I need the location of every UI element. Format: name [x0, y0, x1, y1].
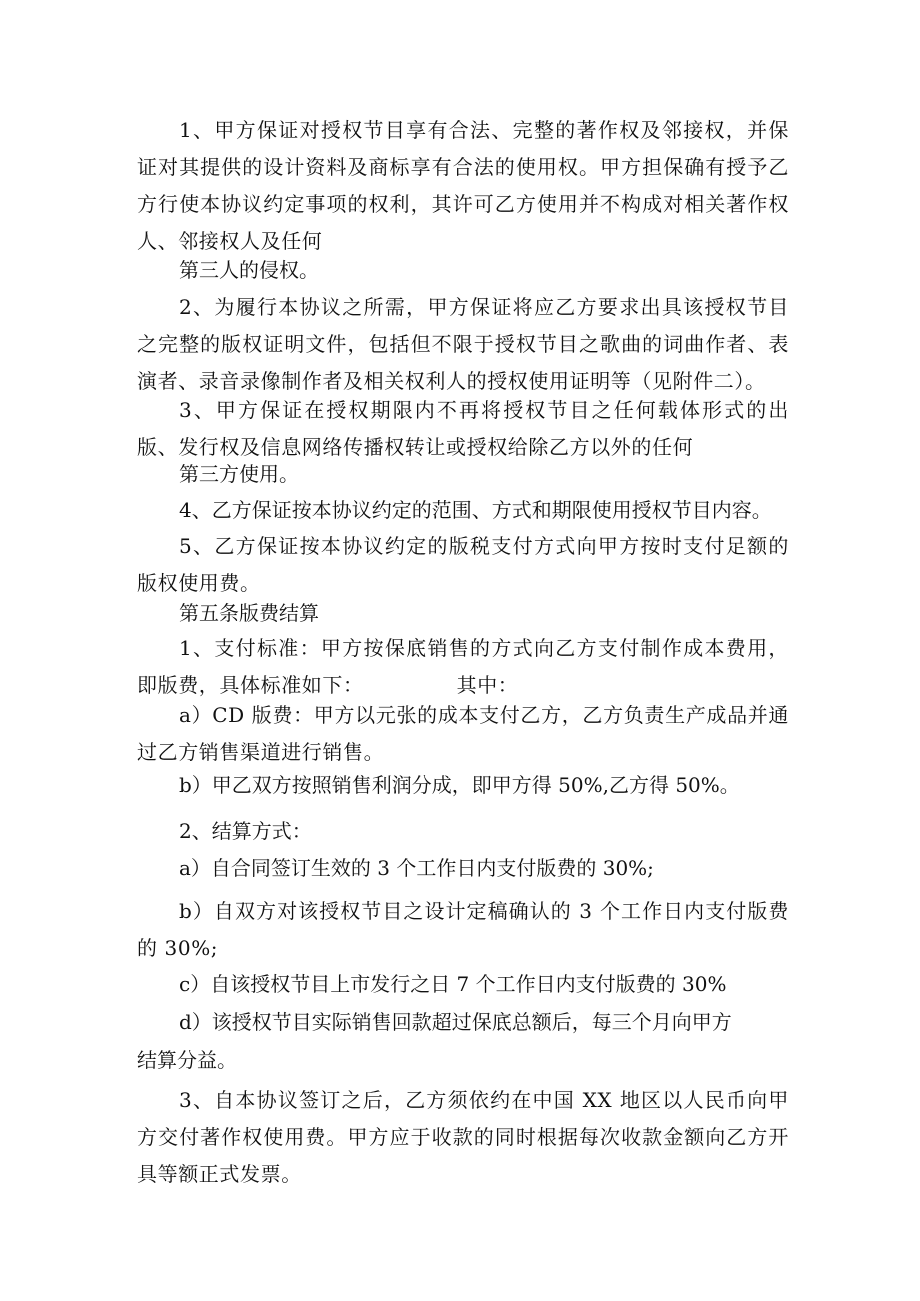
paragraph-usage-scope: 4、乙方保证按本协议约定的范围、方式和期限使用授权节目内容。 — [179, 498, 772, 522]
paragraph-no-transfer: 3、甲方保证在授权期限内不再将授权节目之任何载体形式的出版、发行权及信息网络传播权转让或授权给除乙方以外的任何 — [137, 398, 789, 459]
section-heading-article-five: 第五条版费结算 — [179, 601, 319, 625]
paragraph-settlement-a: a）自合同签订生效的 3 个工作日内支付版费的 30%; — [179, 856, 654, 880]
paragraph-settlement-b: b）自双方对该授权节目之设计定稿确认的 3 个工作日内支付版费的 30%; — [137, 899, 789, 960]
paragraph-settlement-c: c）自该授权节目上市发行之日 7 个工作日内支付版费的 30% — [179, 972, 727, 996]
paragraph-settlement-d: d）该授权节目实际销售回款超过保底总额后，每三个月向甲方 — [179, 1010, 732, 1034]
paragraph-settlement-d-continued: 结算分益。 — [137, 1048, 237, 1072]
paragraph-third-party-use: 第三方使用。 — [179, 462, 299, 486]
paragraph-currency-invoice: 3、自本协议签订之后，乙方须依约在中国 XX 地区以人民币向甲方交付著作权使用费。甲方应于收款的同时根据每次收款金额向乙方开具等额正式发票。 — [137, 1088, 789, 1186]
paragraph-settlement-method: 2、结算方式： — [179, 819, 312, 843]
paragraph-profit-split: b）甲乙双方按照销售利润分成，即甲方得 50%,乙方得 50%。 — [179, 773, 740, 797]
paragraph-third-party-infringement: 第三人的侵权。 — [179, 258, 319, 282]
paragraph-payment-standard: 1、支付标准：甲方按保底销售的方式向乙方支付制作成本费用，即版费，具体标准如下： 其中： — [137, 636, 789, 697]
paragraph-royalty-payment: 5、乙方保证按本协议约定的版税支付方式向甲方按时支付足额的版权使用费。 — [137, 534, 789, 595]
paragraph-cd-fee: a）CD 版费：甲方以元张的成本支付乙方，乙方负责生产成品并通过乙方销售渠道进行销售。 — [137, 703, 789, 764]
paragraph-copyright-proof: 2、为履行本协议之所需，甲方保证将应乙方要求出具该授权节目之完整的版权证明文件，包括但不限于授权节目之歌曲的词曲作者、表演者、录音录像制作者及相关权利人的授权使用证明等（见附件二）。 — [137, 295, 789, 393]
paragraph-warranty-copyright: 1、甲方保证对授权节目享有合法、完整的著作权及邻接权，并保证对其提供的设计资料及商标享有合法的使用权。甲方担保确有授予乙方行使本协议约定事项的权利，其许可乙方使用并不构成对相关著作权人、邻接权人及任何 — [137, 118, 789, 253]
